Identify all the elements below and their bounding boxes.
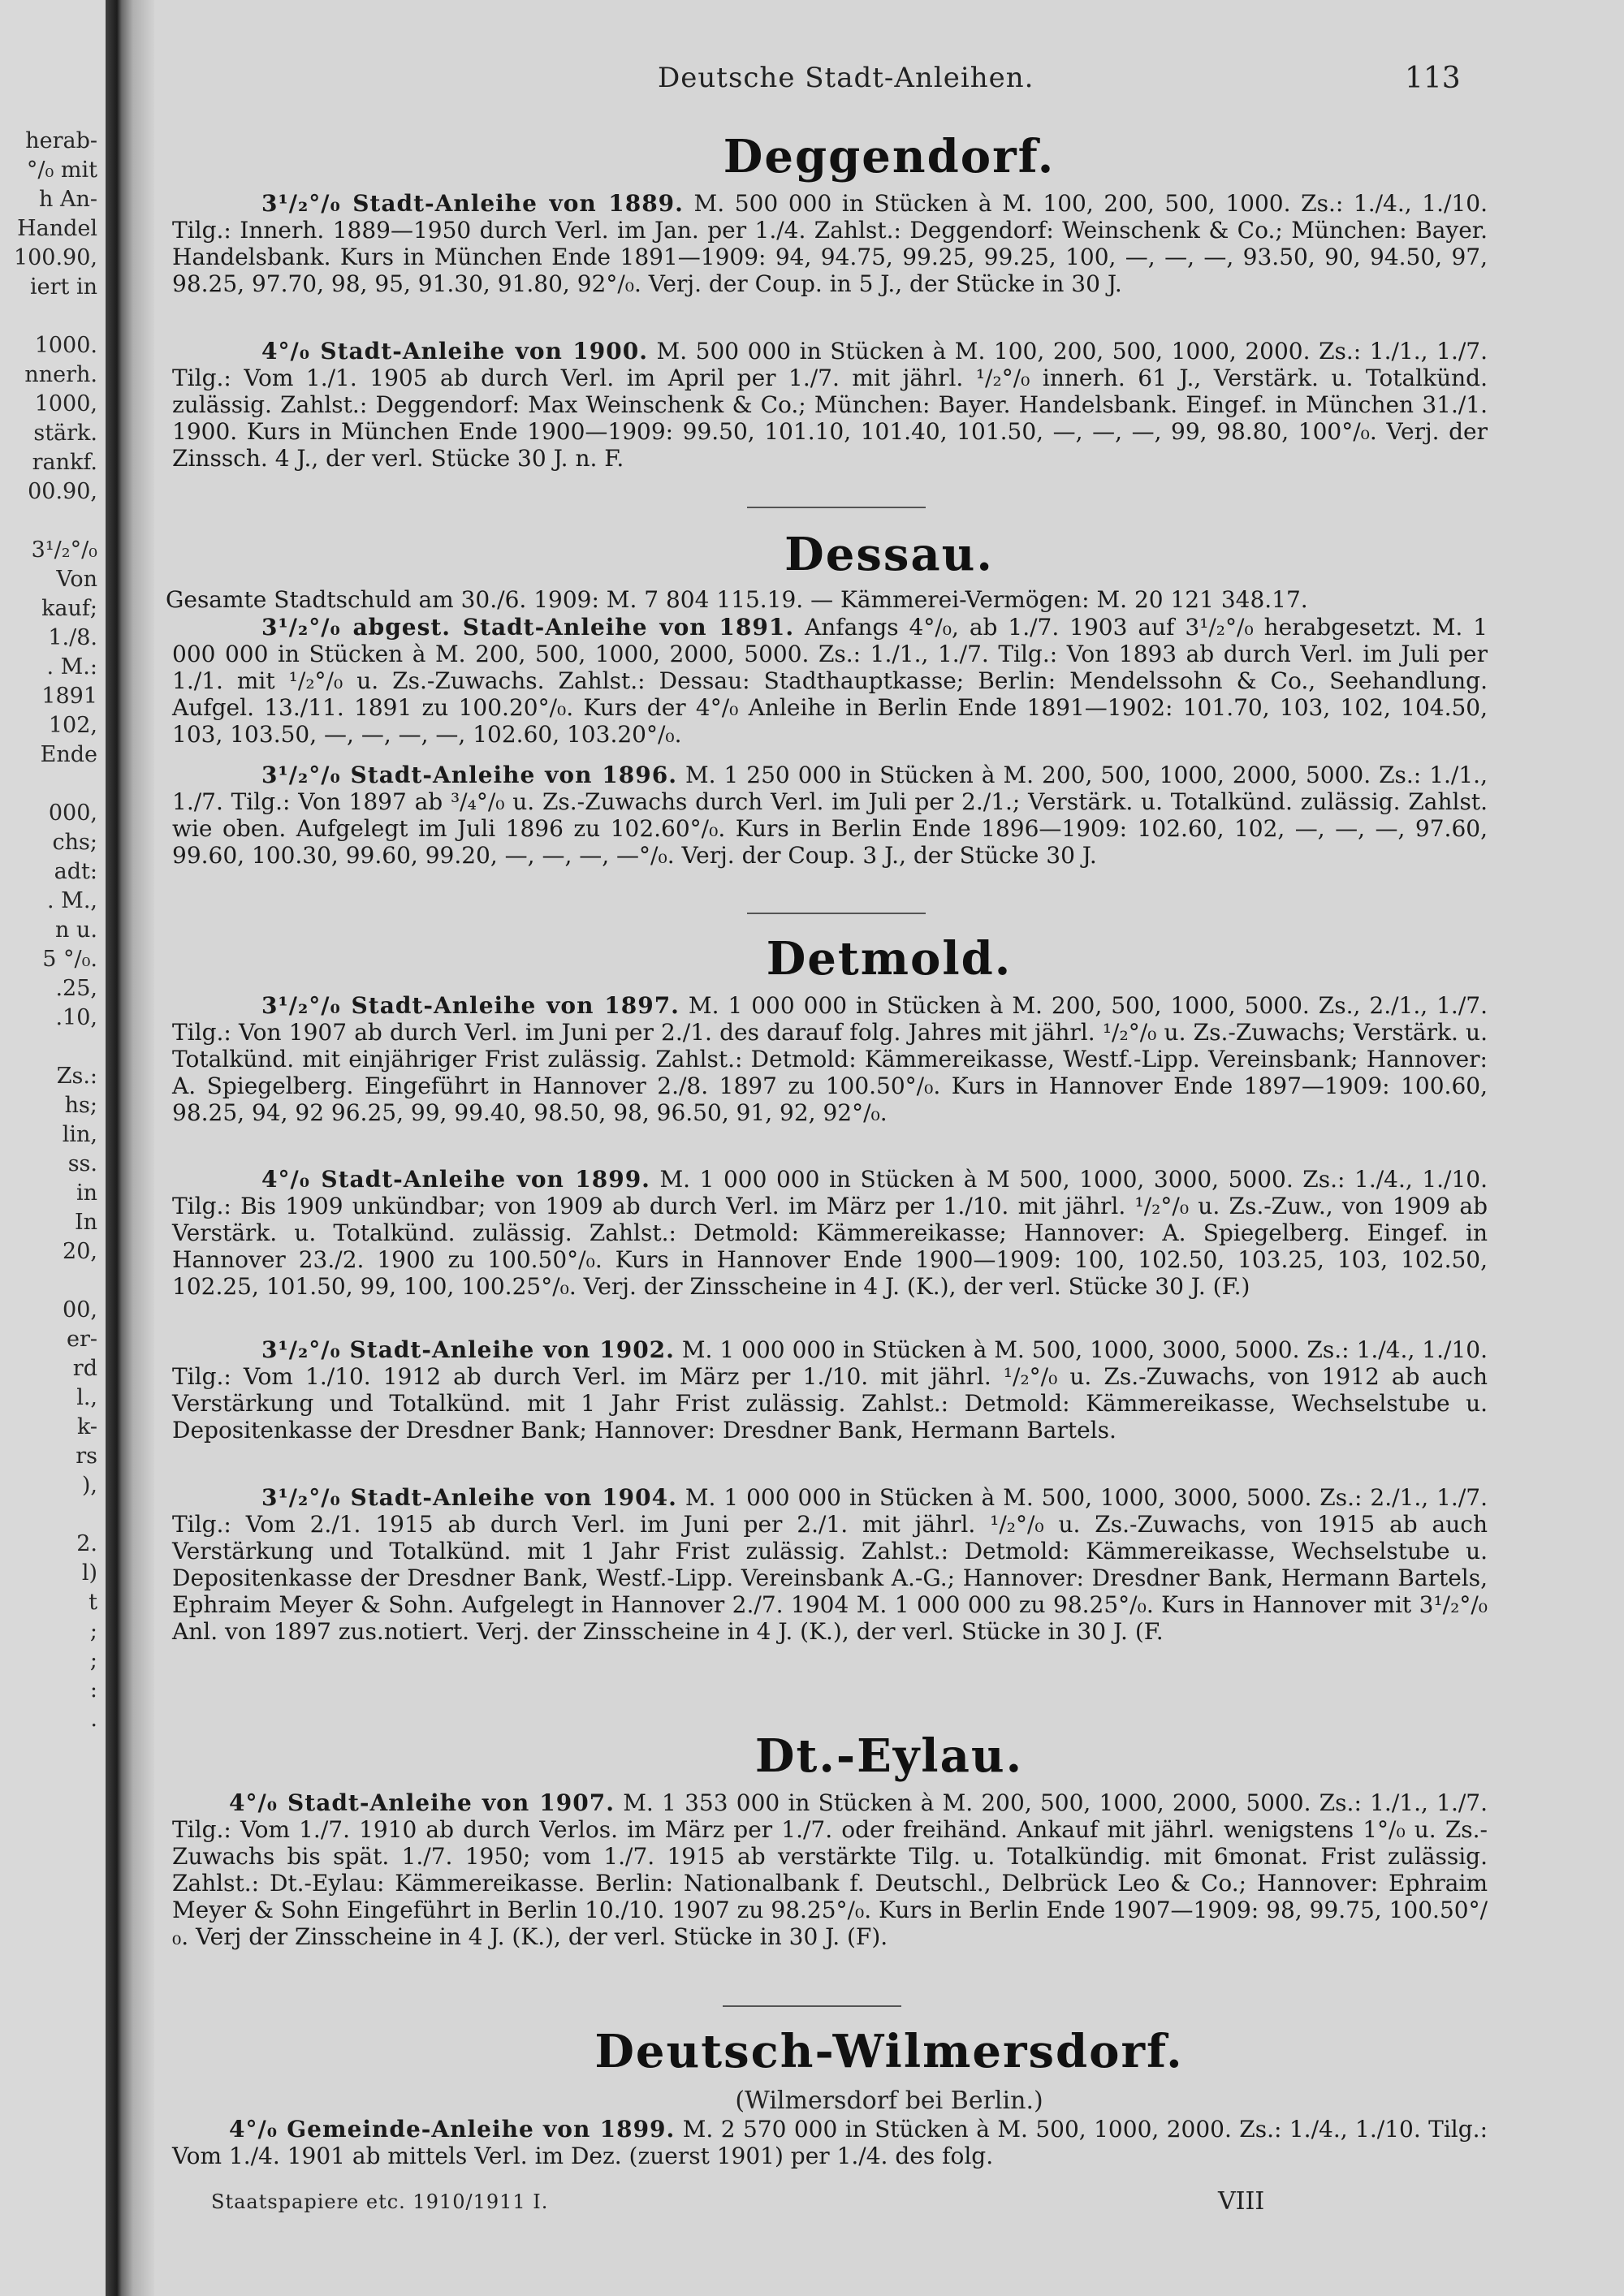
section-divider — [747, 913, 926, 914]
margin-fragment: 20, — [63, 1239, 97, 1264]
margin-fragment: er- — [66, 1327, 97, 1352]
bond-text: M. 500 000 in Stücken à M. 100, 200, 500, 1000. Zs.: 1./4., 1./10. Tilg.: Innerh. 1889—1950 durch Verl. im Jan. per 1./4. Zahlst.: Deggendorf: Weinschenk & Co.; München: Bayer. Handelsbank. Kurs in München Ende 1891—1909: 94, 94.75, 99.25, 99.25, 100, —, —, —, 93.50, 90, 94.50, 97, 98.25, 97.70, 98, 95, 91.30, 91.80, 92°/₀. Verj. der Coup. in 5 J., der Stücke in 30 J. — [172, 190, 1488, 297]
running-title: Deutsche Stadt-Anleihen. — [658, 62, 1034, 94]
margin-fragment: kauf; — [41, 596, 97, 621]
bond-title: 4°/₀ Stadt-Anleihe von 1899. — [261, 1166, 650, 1193]
margin-fragment: lin, — [62, 1122, 97, 1147]
section-intro: Gesamte Stadtschuld am 30./6. 1909: M. 7 804 115.19. — Kämmerei-Vermögen: M. 20 121 348.17. — [166, 586, 1308, 613]
section-title-dt-eylau: Dt.-Eylau. — [754, 1729, 1024, 1783]
margin-fragment: . M., — [47, 888, 97, 913]
bond-title: 3¹/₂°/₀ Stadt-Anleihe von 1902. — [261, 1336, 675, 1363]
margin-fragment: : — [89, 1677, 97, 1703]
section-title-detmold: Detmold. — [766, 932, 1013, 986]
margin-fragment: stärk. — [33, 421, 97, 446]
margin-fragment: Handel — [17, 216, 97, 241]
bond-text: M. 1 353 000 in Stücken à M. 200, 500, 1000, 2000, 5000. Zs.: 1./1., 1./7. Tilg.: Vom 1./7. 1910 ab durch Verlos. im März per 1./7. oder freihänd. Ankauf mit jährl. wenigstens 1°/₀ u. Zs.-Zuwachs bis spät. 1./7. 1950; vom 1./7. 1915 ab verstärkte Tilg. u. Totalkündig. mit 6monat. Frist zulässig. Zahlst.: Dt.-Eylau: Kämmereikasse. Berlin: Nationalbank f. Deutschl., Delbrück Leo & Co.; Hannover: Ephraim Meyer & Sohn Eingeführt in Berlin 10./10. 1907 zu 98.25°/₀. Kurs in Berlin Ende 1907—1909: 98, 99.75, 100.50°/₀. Verj der Zinsscheine in 4 J. (K.), der verl. Stücke in 30 J. (F). — [172, 1789, 1488, 1950]
bond-text: M. 1 000 000 in Stücken à M. 200, 500, 1000, 5000. Zs., 2./1., 1./7. Tilg.: Von 1907 ab durch Verl. im Juni per 2./1. des darauf folg. Jahres mit jährl. ¹/₂°/₀ u. Zs.-Zuwachs; Verstärk. u. Totalkünd. mit einjähriger Frist zulässig. Zahlst.: Detmold: Kämmereikasse, Westf.-Lipp. Vereinsbank; Hannover: A. Spiegelberg. Eingeführt in Hannover 2./8. 1897 zu 100.50°/₀. Kurs in Hannover Ende 1897—1909: 100.60, 98.25, 94, 92 96.25, 99, 99.40, 98.50, 98, 96.50, 91, 92, 92°/₀. — [172, 992, 1488, 1126]
margin-fragment: in — [76, 1180, 97, 1206]
margin-fragment: 00, — [63, 1297, 97, 1323]
bond-entry — [172, 190, 1488, 297]
bond-title: 4°/₀ Gemeinde-Anleihe von 1899. — [229, 2116, 676, 2143]
margin-fragment: .10, — [55, 1005, 97, 1030]
bond-text: M. 1 000 000 in Stücken à M. 500, 1000, 3000, 5000. Zs.: 2./1., 1./7. Tilg.: Vom 2./1. 1915 ab durch Verl. im Juni per 2./1. mit jährl. ¹/₂°/₀ u. Zs.-Zuwachs, von 1915 ab auch Verstärkung und Totalkünd. mit 1 Jahr Frist zulässig. Zahlst.: Detmold: Kämmereikasse, Wechselstube u. Depositenkasse der Dresdner Bank, Westf.-Lipp. Vereinsbank A.-G.; Hannover: Dresdner Bank, Hermann Bartels, Ephraim Meyer & Sohn. Aufgelegt in Hannover 2./7. 1904 M. 1 000 000 zu 98.25°/₀. Kurs in Hannover mit 3¹/₂°/₀ Anl. von 1897 zus.notiert. Verj. der Zinsscheine in 4 J. (K.), der verl. Stücke in 30 J. (F. — [172, 1484, 1488, 1645]
bond-entry — [172, 1336, 1488, 1444]
bond-entry — [172, 762, 1488, 869]
margin-fragment: 00.90, — [28, 479, 97, 504]
bond-title: 3¹/₂°/₀ Stadt-Anleihe von 1904. — [261, 1484, 677, 1511]
margin-fragment: rs — [76, 1444, 97, 1469]
margin-fragment: 000, — [48, 801, 97, 826]
bond-title: 3¹/₂°/₀ Stadt-Anleihe von 1896. — [261, 762, 677, 788]
margin-fragment: herab- — [25, 128, 97, 153]
bond-entry — [172, 1166, 1488, 1300]
bond-entry — [172, 992, 1488, 1126]
adjacent-page-margin — [0, 0, 106, 2296]
margin-fragment: 1000. — [34, 333, 97, 358]
bond-entry — [172, 1789, 1488, 1950]
bond-text: M. 2 570 000 in Stücken à M. 500, 1000, 2000. Zs.: 1./4., 1./10. Tilg.: Vom 1./4. 1901 ab mittels Verl. im Dez. (zuerst 1901) per 1./4. des folg. — [172, 2116, 1488, 2169]
bond-title: 4°/₀ Stadt-Anleihe von 1900. — [261, 338, 648, 365]
margin-fragment: iert in — [30, 274, 97, 300]
margin-fragment: Zs.: — [56, 1064, 97, 1089]
bond-title: 3¹/₂°/₀ Stadt-Anleihe von 1889. — [261, 190, 684, 217]
book-gutter — [106, 0, 154, 2296]
margin-fragment: .25, — [55, 976, 97, 1001]
bond-text: M. 1 250 000 in Stücken à M. 200, 500, 1000, 2000, 5000. Zs.: 1./1., 1./7. Tilg.: Von 1897 ab ³/₄°/₀ u. Zs.-Zuwachs durch Verl. im Juli per 2./1.; Verstärk. u. Totalkünd. zulässig. Zahlst. wie oben. Aufgelegt im Juli 1896 zu 102.60°/₀. Kurs in Berlin Ende 1896—1909: 102.60, 102, —, —, —, 97.60, 99.60, 100.30, 99.60, 99.20, —, —, —, —°/₀. Verj. der Coup. 3 J., der Stücke 30 J. — [172, 762, 1488, 869]
bond-entry — [172, 614, 1488, 748]
bond-entry — [172, 2116, 1488, 2169]
margin-fragment: hs; — [64, 1093, 97, 1118]
margin-fragment: rankf. — [32, 450, 97, 475]
section-title-deggendorf: Deggendorf. — [723, 130, 1056, 183]
margin-fragment: t — [89, 1590, 97, 1615]
margin-fragment: 3¹/₂°/₀ — [31, 537, 97, 563]
bond-text: M. 1 000 000 in Stücken à M 500, 1000, 3000, 5000. Zs.: 1./4., 1./10. Tilg.: Bis 1909 unkündbar; von 1909 ab durch Verl. im März per 1./10. mit jährl. ¹/₂°/₀ u. Zs.-Zuw., von 1909 ab Verstärk. u. Totalkünd. zulässig. Zahlst.: Detmold: Kämmereikasse; Hannover: A. Spiegelberg. Eingef. in Hannover 23./2. 1900 zu 100.50°/₀. Kurs in Hannover Ende 1900—1909: 100, 102.50, 103.25, 103, 102.50, 102.25, 101.50, 99, 100, 100.25°/₀. Verj. der Zinsscheine in 4 J. (K.), der verl. Stücke 30 J. (F.) — [172, 1166, 1488, 1300]
margin-fragment: . M.: — [46, 654, 97, 680]
margin-fragment: 1891 — [41, 684, 97, 709]
margin-fragment: 102, — [48, 713, 97, 738]
section-subtitle: (Wilmersdorf bei Berlin.) — [735, 2087, 1043, 2115]
bond-title: 4°/₀ Stadt-Anleihe von 1907. — [229, 1789, 615, 1816]
bond-entry — [172, 1484, 1488, 1645]
margin-fragment: ), — [81, 1473, 97, 1498]
bond-text: M. 500 000 in Stücken à M. 100, 200, 500, 1000, 2000. Zs.: 1./1., 1./7. Tilg.: Vom 1./1. 1905 ab durch Verl. im April per 1./7. mit jährl. ¹/₂°/₀ innerh. 61 J., Verstärk. u. Totalkünd. zulässig. Zahlst.: Deggendorf: Max Weinschenk & Co.; München: Bayer. Handelsbank. Eingef. in München 31./1. 1900. Kurs in München Ende 1900—1909: 99.50, 101.10, 101.40, 101.50, —, —, —, 99, 98.80, 100°/₀. Verj. der Zinssch. 4 J., der verl. Stücke 30 J. n. F. — [172, 338, 1488, 472]
margin-fragment: 1./8. — [48, 625, 97, 650]
margin-fragment: . — [90, 1707, 97, 1732]
bond-entry — [172, 338, 1488, 472]
margin-fragment: n u. — [55, 917, 97, 943]
bond-text: Anfangs 4°/₀, ab 1./7. 1903 auf 3¹/₂°/₀ herabgesetzt. M. 1 000 000 in Stücken à M. 200, 500, 1000, 2000, 5000. Zs.: 1./1., 1./7. Tilg.: Von 1893 ab durch Verl. im Juli per 1./1. mit ¹/₂°/₀ u. Zs.-Zuwachs. Zahlst.: Dessau: Stadthauptkasse; Berlin: Mendelssohn & Co., Seehandlung. Aufgel. 13./11. 1891 zu 100.20°/₀. Kurs der 4°/₀ Anleihe in Berlin Ende 1891—1902: 101.70, 103, 102, 104.50, 103, 103.50, —, —, —, —, 102.60, 103.20°/₀. — [172, 614, 1488, 748]
section-divider — [747, 507, 926, 508]
margin-fragment: l) — [81, 1560, 97, 1586]
margin-fragment: adt: — [54, 859, 97, 884]
margin-fragment: 100.90, — [13, 245, 97, 270]
document-page — [154, 0, 1624, 2296]
margin-fragment: 1000, — [34, 391, 97, 416]
bond-title: 3¹/₂°/₀ abgest. Stadt-Anleihe von 1891. — [261, 614, 795, 641]
margin-fragment: h An- — [39, 187, 97, 212]
page-number: 113 — [1405, 62, 1461, 95]
section-title-deutsch-wilmersdorf: Deutsch-Wilmersdorf. — [594, 2025, 1184, 2078]
margin-fragment: In — [74, 1210, 97, 1235]
margin-fragment: Von — [56, 567, 97, 592]
footer-signature: VIII — [1218, 2187, 1265, 2216]
section-title-dessau: Dessau. — [784, 528, 994, 581]
footer-imprint: Staatspapiere etc. 1910/1911 I. — [211, 2190, 549, 2213]
margin-fragment: l., — [76, 1385, 97, 1410]
bond-title: 3¹/₂°/₀ Stadt-Anleihe von 1897. — [261, 992, 680, 1019]
margin-fragment: ss. — [67, 1151, 97, 1176]
margin-fragment: chs; — [52, 830, 97, 855]
margin-fragment: Ende — [40, 742, 97, 767]
margin-fragment: ; — [89, 1648, 97, 1673]
margin-fragment: k- — [76, 1414, 97, 1439]
section-divider — [723, 2005, 901, 2007]
margin-fragment: nnerh. — [24, 362, 97, 387]
margin-fragment: rd — [72, 1356, 97, 1381]
margin-fragment: 5 °/₀. — [42, 947, 97, 972]
margin-fragment: ; — [89, 1619, 97, 1644]
margin-fragment: °/₀ mit — [26, 158, 97, 183]
margin-fragment: 2. — [76, 1531, 97, 1556]
bond-text: M. 1 000 000 in Stücken à M. 500, 1000, 3000, 5000. Zs.: 1./4., 1./10. Tilg.: Vom 1./10. 1912 ab durch Verl. im März per 1./10. mit jährl. ¹/₂°/₀ u. Zs.-Zuwachs, von 1912 ab auch Verstärkung und Totalkünd. mit 1 Jahr Frist zulässig. Zahlst.: Detmold: Kämmereikasse, Wechselstube u. Depositenkasse der Dresdner Bank; Hannover: Dresdner Bank, Hermann Bartels. — [172, 1336, 1488, 1444]
